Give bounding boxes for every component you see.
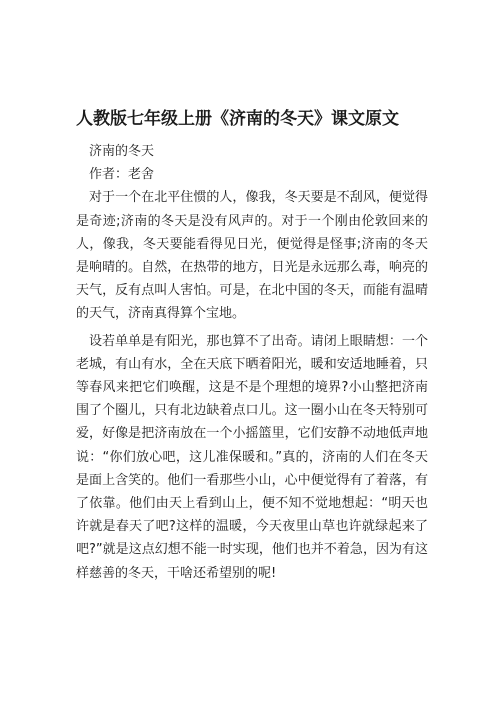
document-body (76, 140, 428, 585)
article-heading: 济南的冬天 (89, 144, 155, 159)
paragraph-1: 对于一个在北平住惯的人，像我，冬天要是不刮风，便觉得是奇迹;济南的冬天是没有风声的。对于一个刚由伦敦回来的人，像我，冬天要能看得见日光，便觉得是怪事;济南的冬天是响晴的。自然，在热带的地方，日光是永远那么毒，响亮的天气，反有点叫人害怕。可是，在北中国的冬天，而能有温晴的天气，济南真得算个宝地。 (76, 190, 428, 322)
paragraph-2: 设若单单是有阳光，那也算不了出奇。请闭上眼睛想：一个老城，有山有水，全在天底下晒着阳光，暖和安适地睡着，只等春风来把它们唤醒，这是不是个理想的境界?小山整把济南围了个圈儿，只有北边缺着点口儿。这一圈小山在冬天特别可爱，好像是把济南放在一个小摇篮里，它们安静不动地低声地说：“你们放心吧，这儿准保暖和。”真的，济南的人们在冬天是面上含笑的。他们一看那些小山，心中便觉得有了着落，有了依靠。他们由天上看到山上，便不知不觉地想起：“明天也许就是春天了吧?这样的温暖，今天夜里山草也许就绿起来了吧?”就是这点幻想不能一时实现，他们也并不着急，因为有这样慈善的冬天，干啥还希望别的呢! (76, 333, 428, 581)
document-title: 人教版七年级上册《济南的冬天》课文原文 (76, 109, 399, 129)
author-line: 作者：老舍 (89, 167, 155, 183)
